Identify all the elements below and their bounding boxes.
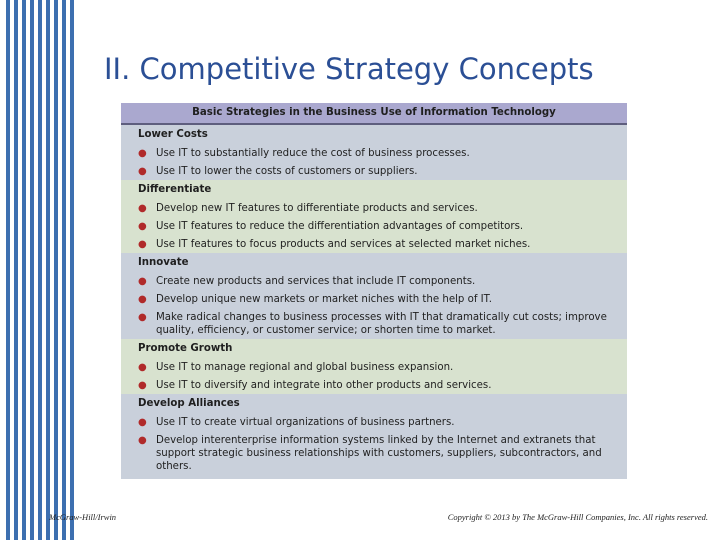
- slide-title: II. Competitive Strategy Concepts: [104, 52, 594, 86]
- list-item-text: Develop interenterprise information systems linked by the Internet and extranets that support strategic business relationships with customers, suppliers, subcontractors, and others.: [156, 435, 602, 472]
- bullet-icon: ●: [138, 166, 147, 177]
- section-title: Lower Costs: [138, 129, 208, 140]
- bullet-icon: ●: [138, 221, 147, 232]
- list-item: [138, 220, 627, 233]
- list-item: [138, 379, 627, 392]
- list-item: [138, 311, 627, 337]
- list-item: [138, 165, 627, 178]
- section-develop-alliances: [121, 394, 627, 474]
- section-innovate: [121, 253, 627, 339]
- list-item-text: Use IT features to focus products and services at selected market niches.: [156, 239, 531, 250]
- list-item: [138, 275, 627, 288]
- bullet-icon: ●: [138, 362, 147, 373]
- strategies-table: [121, 103, 627, 479]
- bullet-icon: ●: [138, 203, 147, 214]
- list-item: [138, 434, 627, 473]
- list-item-text: Use IT features to reduce the differentiation advantages of competitors.: [156, 221, 524, 232]
- list-item-text: Develop new IT features to differentiate products and services.: [156, 203, 478, 214]
- section-lower-costs: [121, 125, 627, 180]
- section-title: Promote Growth: [138, 343, 233, 354]
- list-item-text: Make radical changes to business processes with IT that dramatically cut costs; improve quality, efficiency, or customer service; or shorten time to market.: [156, 312, 607, 336]
- bullet-icon: ●: [138, 312, 147, 323]
- list-item-text: Use IT to create virtual organizations of business partners.: [156, 417, 455, 428]
- list-item-text: Use IT to lower the costs of customers or suppliers.: [156, 166, 418, 177]
- bullet-icon: ●: [138, 380, 147, 391]
- section-differentiate: [121, 180, 627, 253]
- section-title: Differentiate: [138, 184, 212, 195]
- bullet-icon: ●: [138, 435, 147, 446]
- section-promote-growth: [121, 339, 627, 394]
- list-item-text: Use IT to substantially reduce the cost of business processes.: [156, 148, 470, 159]
- footer-publisher: McGraw-Hill/Irwin: [49, 512, 117, 522]
- decorative-stripes: [0, 0, 80, 540]
- list-item-text: Use IT to diversify and integrate into other products and services.: [156, 380, 492, 391]
- bullet-icon: ●: [138, 239, 147, 250]
- list-item-text: Develop unique new markets or market niches with the help of IT.: [156, 294, 492, 305]
- section-title: Develop Alliances: [138, 398, 240, 409]
- bullet-icon: ●: [138, 148, 147, 159]
- bullet-icon: ●: [138, 276, 147, 287]
- list-item: [138, 416, 627, 429]
- bullet-icon: ●: [138, 294, 147, 305]
- list-item: [138, 147, 627, 160]
- list-item: [138, 238, 627, 251]
- bullet-icon: ●: [138, 417, 147, 428]
- list-item-text: Create new products and services that include IT components.: [156, 276, 476, 287]
- list-item-text: Use IT to manage regional and global business expansion.: [156, 362, 454, 373]
- list-item: [138, 202, 627, 215]
- list-item: [138, 361, 627, 374]
- section-title: Innovate: [138, 257, 189, 268]
- table-header: Basic Strategies in the Business Use of Information Technology: [121, 103, 627, 125]
- list-item: [138, 293, 627, 306]
- footer-copyright: Copyright © 2013 by The McGraw-Hill Companies, Inc. All rights reserved.: [447, 512, 708, 522]
